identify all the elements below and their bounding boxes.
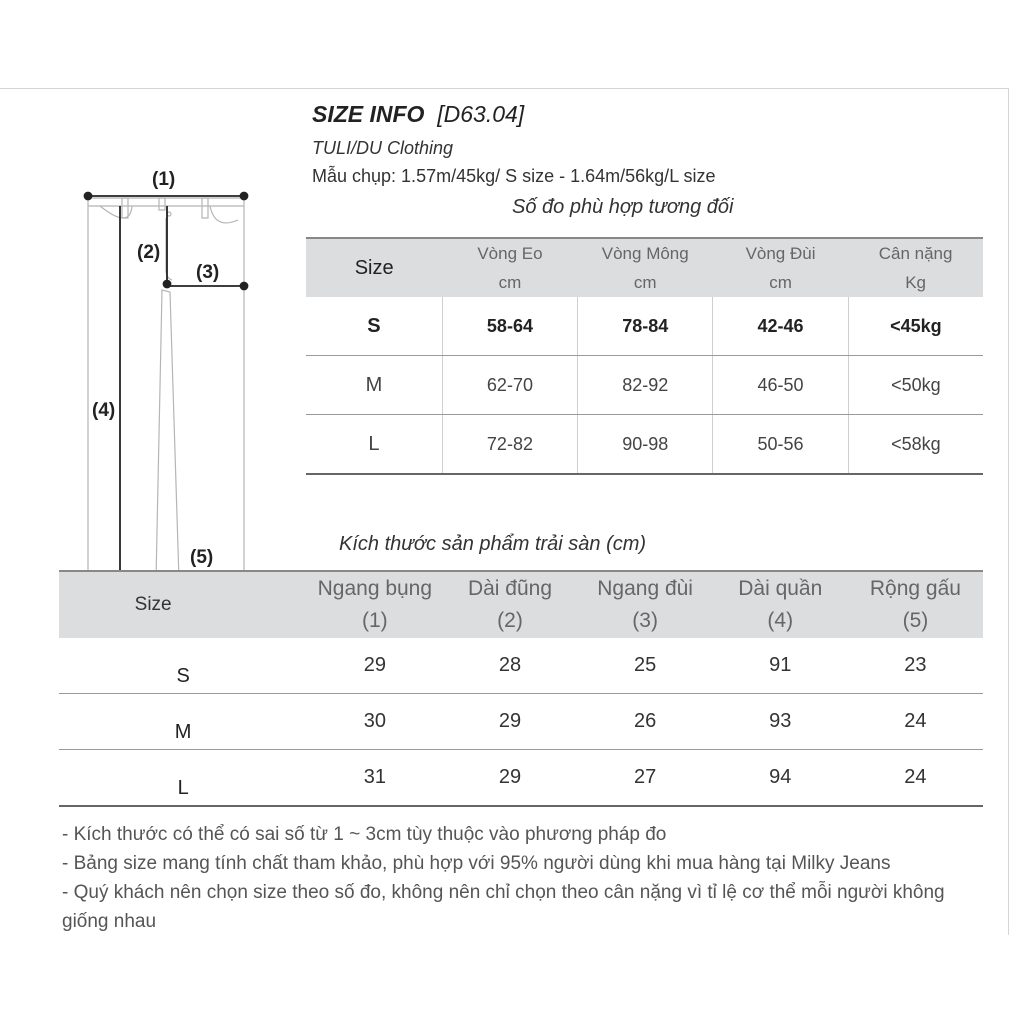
table-row xyxy=(306,297,983,356)
value-cell: 29 xyxy=(442,750,577,807)
fit-table-caption: Số đo phù hợp tương đối xyxy=(512,196,734,218)
product-col-name: Dài quần xyxy=(738,577,823,600)
value-cell: 62-70 xyxy=(442,356,577,415)
dim-label-1: (1) xyxy=(152,169,176,190)
value-cell: 58-64 xyxy=(442,297,577,356)
product-col-num: (1) xyxy=(362,609,388,632)
model-info: Mẫu chụp: 1.57m/45kg/ S size - 1.64m/56kg/L size xyxy=(312,166,716,186)
left-pocket xyxy=(100,206,132,218)
size-cell: L xyxy=(306,415,442,475)
value-cell: 23 xyxy=(848,638,983,694)
size-cell xyxy=(59,638,307,694)
note-item: - Bảng size mang tính chất tham khảo, phù hợp với 95% người dùng khi mua hàng tại Milky Jeans xyxy=(62,853,891,874)
fit-col-unit: cm xyxy=(769,273,792,292)
value-cell: <58kg xyxy=(848,415,983,475)
product-size-header xyxy=(59,571,307,638)
product-col-header xyxy=(713,571,848,638)
table-row xyxy=(306,356,983,415)
value-cell: <45kg xyxy=(848,297,983,356)
value-cell: 72-82 xyxy=(442,415,577,475)
table-row xyxy=(306,415,983,475)
value-cell: 31 xyxy=(307,750,442,807)
note-item: - Kích thước có thể có sai số từ 1 ~ 3cm tùy thuộc vào phương pháp đo xyxy=(62,824,667,845)
dim-label-3: (3) xyxy=(196,262,220,283)
belt-loop xyxy=(159,198,165,210)
size-cell: M xyxy=(306,356,442,415)
table-row xyxy=(59,638,983,694)
value-cell: 90-98 xyxy=(578,415,713,475)
product-col-header xyxy=(307,571,442,638)
product-col-name: Rộng gấu xyxy=(869,577,961,600)
size-label: S xyxy=(176,665,190,687)
size-label: M xyxy=(174,721,192,743)
dim-label-5: (5) xyxy=(190,547,214,568)
fit-col-header xyxy=(578,238,713,297)
value-cell: 46-50 xyxy=(713,356,848,415)
pants-diagram xyxy=(70,160,260,590)
value-cell: 29 xyxy=(307,638,442,694)
product-table-caption: Kích thước sản phẩm trải sàn (cm) xyxy=(339,533,647,555)
product-col-name: Dài đũng xyxy=(467,577,552,600)
value-cell: 50-56 xyxy=(713,415,848,475)
value-cell: 24 xyxy=(848,750,983,807)
value-cell: 24 xyxy=(848,694,983,750)
value-cell: 29 xyxy=(442,694,577,750)
size-cell xyxy=(59,750,307,807)
product-col-num: (5) xyxy=(902,609,929,632)
fit-size-header: Size xyxy=(306,238,442,297)
product-col-header xyxy=(442,571,577,638)
product-col-num: (4) xyxy=(767,609,794,632)
size-header-label: Size xyxy=(134,594,172,615)
value-cell: 28 xyxy=(442,638,577,694)
value-cell: 78-84 xyxy=(578,297,713,356)
title-bold: SIZE INFO xyxy=(312,101,425,127)
page-title xyxy=(312,101,524,128)
value-cell: 26 xyxy=(578,694,713,750)
product-col-num: (3) xyxy=(632,609,658,632)
value-cell: 27 xyxy=(578,750,713,807)
dim-label-2: (2) xyxy=(137,242,161,263)
fit-col-header xyxy=(713,238,848,297)
product-col-header xyxy=(848,571,983,638)
value-cell: <50kg xyxy=(848,356,983,415)
value-cell: 93 xyxy=(713,694,848,750)
value-cell: 30 xyxy=(307,694,442,750)
fit-col-header xyxy=(442,238,577,297)
note-item: - Quý khách nên chọn size theo số đo, không nên chỉ chọn theo cân nặng vì tỉ lệ cơ thể mỗi người không giống nhau xyxy=(62,882,945,932)
product-col-num: (2) xyxy=(497,609,523,632)
fit-table-header xyxy=(306,238,983,297)
fit-col-name: Vòng Đùi xyxy=(745,244,816,263)
fit-table xyxy=(306,237,983,475)
fit-col-unit: cm xyxy=(498,273,522,292)
product-table xyxy=(59,570,983,807)
fit-col-unit: Kg xyxy=(905,273,926,292)
size-cell: S xyxy=(306,297,442,356)
fit-col-unit: cm xyxy=(633,273,657,292)
fit-col-name: Vòng Eo xyxy=(477,244,543,263)
size-cell xyxy=(59,694,307,750)
product-code: [D63.04] xyxy=(437,101,525,127)
product-col-name: Ngang bụng xyxy=(317,577,433,600)
notes xyxy=(62,820,992,936)
brand-name: TULI/DU Clothing xyxy=(312,138,454,158)
value-cell: 82-92 xyxy=(578,356,713,415)
table-row xyxy=(59,694,983,750)
product-col-header xyxy=(578,571,713,638)
belt-loop xyxy=(122,198,128,218)
dim-label-4: (4) xyxy=(92,400,116,421)
fit-col-name: Vòng Mông xyxy=(601,244,689,263)
size-label: L xyxy=(177,777,189,799)
value-cell: 91 xyxy=(713,638,848,694)
value-cell: 94 xyxy=(713,750,848,807)
value-cell: 25 xyxy=(578,638,713,694)
table-row xyxy=(59,750,983,807)
product-table-header xyxy=(59,571,983,638)
fit-col-header xyxy=(848,238,983,297)
product-col-name: Ngang đùi xyxy=(597,577,693,600)
value-cell: 42-46 xyxy=(713,297,848,356)
fit-col-name: Cân nặng xyxy=(878,244,953,263)
belt-loop xyxy=(202,198,208,218)
right-pocket xyxy=(210,206,238,223)
